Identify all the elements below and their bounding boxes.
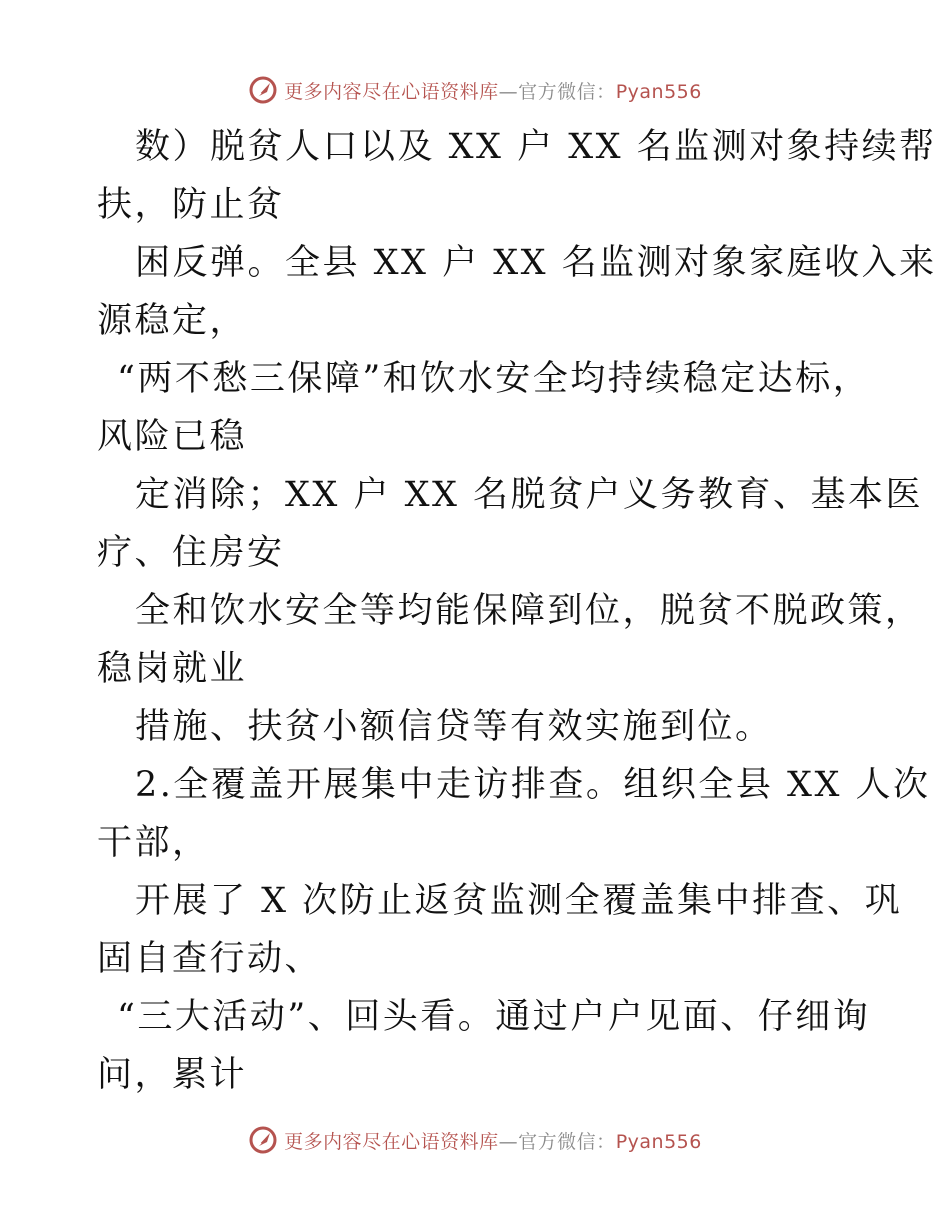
header-banner: [0, 70, 950, 110]
footer-site-text: 更多内容尽在心语资料库: [284, 1130, 499, 1153]
text-line: 定消除；XX 户 XX 名脱贫户义务教育、基本医: [135, 475, 924, 515]
text-line: 困反弹。全县 XX 户 XX 名监测对象家庭收入来: [135, 243, 937, 283]
header-banner-text: [284, 77, 702, 104]
text-line: 固自查行动、: [97, 939, 323, 979]
text-line: 源稳定，: [97, 301, 248, 341]
footer-separator: —: [498, 1130, 519, 1153]
header-wechat-label: 官方微信：: [518, 80, 616, 103]
text-line: 数）脱贫人口以及 XX 户 XX 名监测对象持续帮: [135, 127, 937, 167]
text-line: 稳岗就业: [97, 649, 248, 689]
text-line: 扶，防止贫: [97, 185, 285, 225]
text-line: 风险已稳: [97, 417, 248, 457]
text-line: 疗、住房安: [97, 533, 285, 573]
footer-banner-inner: [248, 1125, 702, 1155]
footer-wechat-id: Pyan556: [615, 1130, 702, 1153]
quill-logo-icon: [248, 75, 278, 105]
text-line: 措施、扶贫小额信贷等有效实施到位。: [135, 707, 773, 747]
text-line: “两不愁三保障”和饮水安全均持续稳定达标，: [117, 359, 871, 399]
header-banner-inner: [248, 75, 702, 105]
text-line: 2.全覆盖开展集中走访排查。组织全县 XX 人次: [135, 765, 931, 805]
footer-banner-text: [284, 1127, 702, 1154]
text-line: 干部，: [97, 823, 210, 863]
footer-banner: [0, 1120, 950, 1160]
header-wechat-id: Pyan556: [615, 80, 702, 103]
text-line: 开展了 X 次防止返贫监测全覆盖集中排查、巩: [135, 881, 903, 921]
document-body: [97, 118, 937, 1104]
text-line: 问，累计: [97, 1055, 248, 1095]
header-site-text: 更多内容尽在心语资料库: [284, 80, 499, 103]
text-line: “三大活动”、回头看。通过户户见面、仔细询: [117, 997, 871, 1037]
quill-logo-icon: [248, 1125, 278, 1155]
header-separator: —: [498, 80, 519, 103]
footer-wechat-label: 官方微信：: [518, 1130, 616, 1153]
text-line: 全和饮水安全等均能保障到位，脱贫不脱政策，: [135, 591, 923, 631]
